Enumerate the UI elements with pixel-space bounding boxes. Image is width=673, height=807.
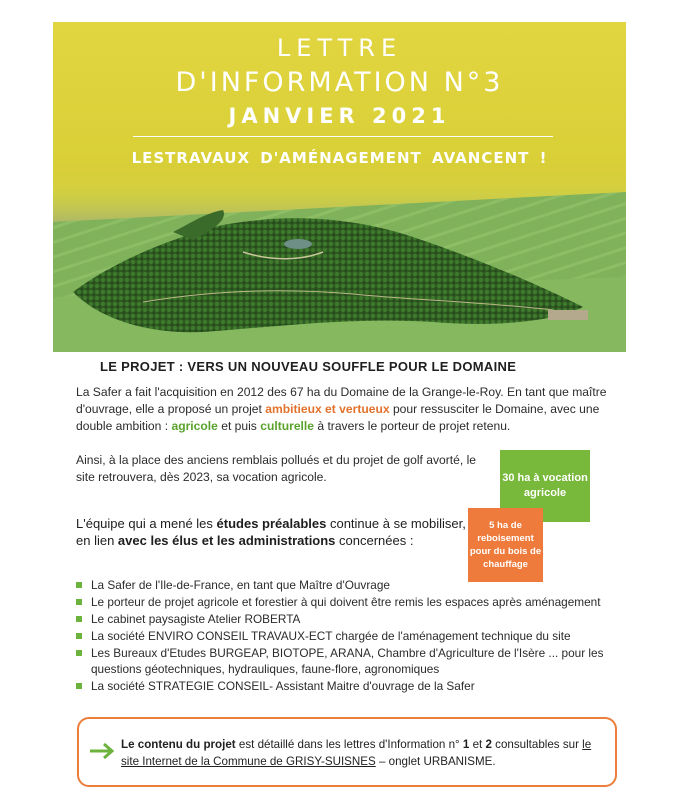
commune-website-link[interactable]: le site Internet de la Commune de GRISY-SUISNES	[121, 738, 592, 768]
intro-text-c: et puis	[217, 419, 261, 433]
info-note-box	[77, 717, 617, 787]
team-text-d: avec les élus et les administrations	[117, 533, 336, 548]
callout-reforestation-text: 5 ha de reboisement pour du bois de chauffage	[469, 520, 542, 570]
aerial-photo	[53, 182, 626, 352]
bullet-square-icon	[76, 683, 82, 689]
note-number-2: 2	[485, 738, 492, 751]
intro-text-b: pour ressusciter le Domaine, avec une double ambition :	[76, 402, 600, 433]
title-subtitle: LESTRAVAUX D'AMÉNAGEMENT AVANCENT !	[131, 149, 548, 167]
list-item-text: Les Bureaux d'Etudes BURGEAP, BIOTOPE, ARANA, Chambre d'Agriculture de l'Isère ... pour les questions géotechniques, hydrauliques, faune-flore, agronomiques	[91, 646, 604, 676]
team-text-b: études préalables	[216, 516, 327, 531]
note-text-b: consultables sur	[491, 738, 583, 751]
bullet-square-icon	[76, 582, 82, 588]
arrow-right-icon	[89, 741, 117, 761]
callout-agricultural-text: 30 ha à vocation agricole	[502, 472, 588, 499]
highlight-agricole: agricole	[171, 419, 218, 433]
bullet-square-icon	[76, 633, 82, 639]
team-paragraph	[76, 515, 466, 549]
list-item	[76, 594, 616, 610]
info-note-text	[121, 736, 611, 770]
list-item-text: La société ENVIRO CONSEIL TRAVAUX-ECT chargée de l'aménagement technique du site	[91, 629, 571, 643]
title-divider	[133, 136, 553, 137]
team-text-a: L'équipe qui a mené les	[76, 516, 217, 531]
intro-paragraph	[76, 384, 616, 435]
title-date: JANVIER 2021	[228, 104, 451, 128]
list-item-text: Le cabinet paysagiste Atelier ROBERTA	[91, 612, 301, 626]
list-item-text: La Safer de l'Ile-de-France, en tant que Maître d'Ouvrage	[91, 578, 390, 592]
list-item	[76, 678, 616, 694]
note-text-and: et	[469, 738, 486, 751]
section-title: LE PROJET : VERS UN NOUVEAU SOUFFLE POUR LE DOMAINE	[100, 359, 517, 374]
title-line-2: D'INFORMATION N°3	[175, 67, 504, 98]
site-paragraph: Ainsi, à la place des anciens remblais pollués et du projet de golf avorté, le site retrouvera, dès 2023, sa vocation agricole.	[76, 453, 476, 484]
list-item	[76, 611, 616, 627]
highlight-ambitieux: ambitieux et vertueux	[265, 402, 390, 416]
list-item-text: La société STRATEGIE CONSEIL- Assistant Maitre d'ouvrage de la Safer	[91, 679, 475, 693]
list-item	[76, 645, 616, 677]
header-banner	[53, 22, 626, 352]
note-text-c: – onglet URBANISME.	[375, 755, 496, 768]
note-bold-text: Le contenu du projet	[121, 738, 236, 751]
list-item	[76, 577, 616, 593]
callout-reforestation	[468, 508, 543, 582]
note-text-a: est détaillé dans les lettres d'Information n°	[235, 738, 463, 751]
bullet-square-icon	[76, 650, 82, 656]
partners-list	[76, 577, 616, 695]
bullet-square-icon	[76, 599, 82, 605]
list-item	[76, 628, 616, 644]
title-line-1: LETTRE	[276, 34, 403, 62]
team-text-c: continue à se mobiliser, en lien	[76, 516, 466, 548]
intro-text-a: La Safer a fait l'acquisition en 2012 des 67 ha du Domaine de la Grange-le-Roy. En tant que maître d'ouvrage, elle a proposé un projet	[76, 385, 607, 416]
highlight-culturelle: culturelle	[260, 419, 314, 433]
bullet-square-icon	[76, 616, 82, 622]
intro-text-d: à travers le porteur de projet retenu.	[314, 419, 511, 433]
list-item-text: Le porteur de projet agricole et forestier à qui doivent être remis les espaces après aménagement	[91, 595, 601, 609]
team-text-e: concernées :	[335, 533, 414, 548]
note-number-1: 1	[462, 738, 470, 751]
